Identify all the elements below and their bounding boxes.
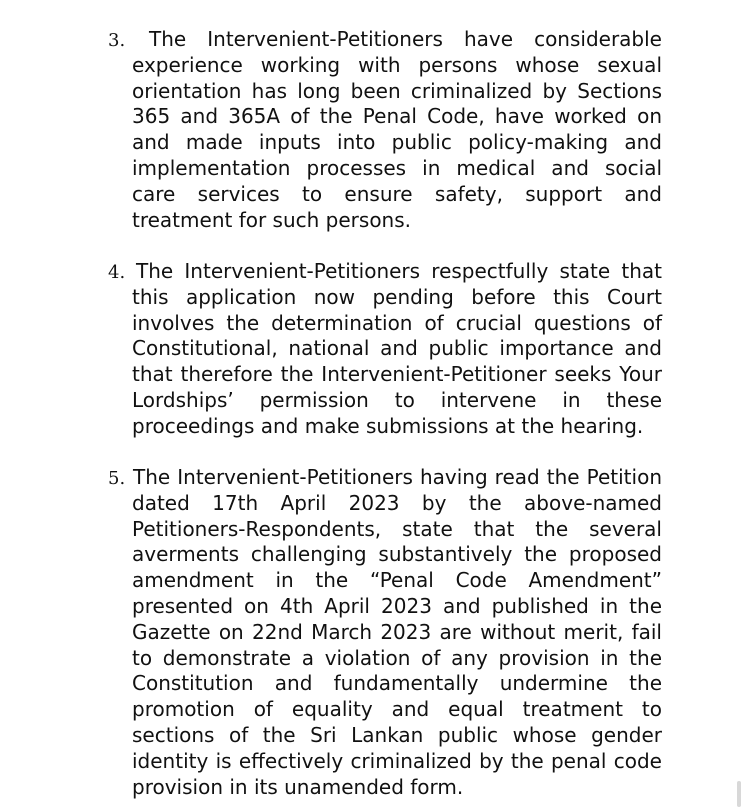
paragraph-number: 3. [108,30,126,51]
paragraph-number: 4. [108,262,126,283]
paragraph-text: The Intervenient-Petitioners have considerable experience working with persons whose sexual orientation has long been criminalized by Sections 365 and 365A of the Penal Code, have worked on and made inputs into public policy-making and implementation processes in medical and social care services to ensure safety, support and treatment for such persons. [132,27,662,232]
scrollbar-thumb[interactable] [737,781,741,807]
paragraph-text: The Intervenient-Petitioners respectfully state that this application now pending before this Court involves the determination of crucial questions of Constitutional, national and public importance and that therefore the Intervenient-Petitioner seeks Your Lordships’ permission to intervene in these proceedings and make submissions at the hearing. [132,259,662,438]
paragraph-number: 5. [108,468,126,489]
paragraph-text: The Intervenient-Petitioners having read the Petition dated 17th April 2023 by the above-named Petitioners-Respondents, state that the several averments challenging substantively the proposed amendment in the “Penal Code Amendment” presented on 4th April 2023 and published in the Gazette on 22nd March 2023 are without merit, fail to demonstrate a violation of any provision in the Constitution and fundamentally undermine the promotion of equality and equal treatment to sections of the Sri Lankan public whose gender identity is effectively criminalized by the penal code provision in its unamended form. [132,465,662,799]
